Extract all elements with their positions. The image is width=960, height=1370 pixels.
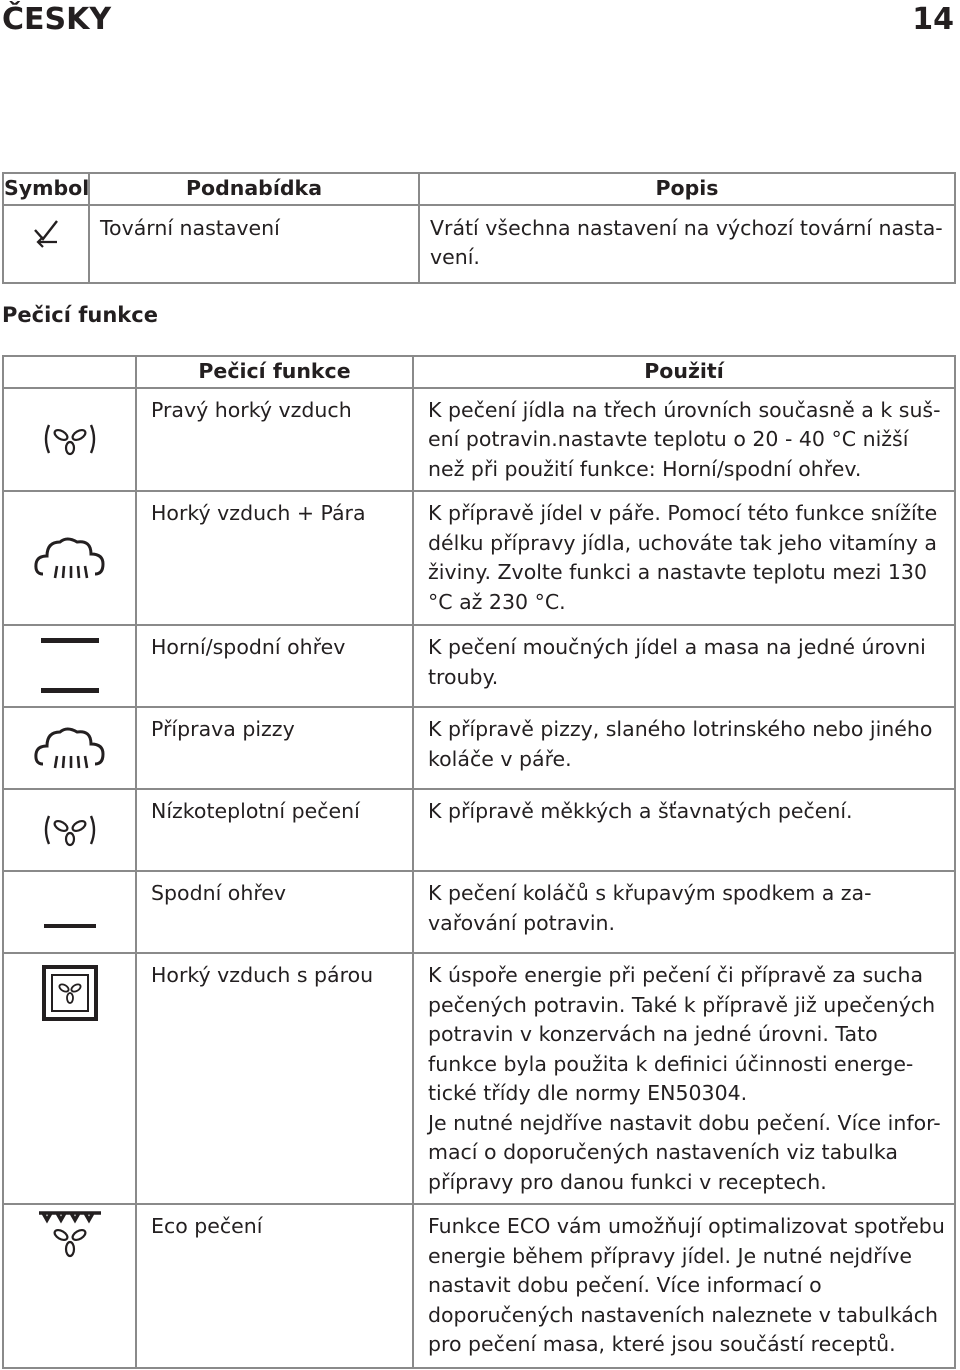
column-header-symbol: Symbol [3, 173, 89, 205]
baking-functions-table [2, 355, 956, 1369]
table-row [3, 789, 955, 871]
table-row [3, 1204, 955, 1368]
table-row [3, 491, 955, 625]
function-name-cell: Příprava pizzy [136, 707, 413, 789]
settings-table-header [3, 173, 955, 205]
true-fan-icon [41, 421, 99, 457]
function-name-cell: Pravý horký vzduch [136, 388, 413, 492]
symbol-cell [3, 205, 89, 283]
table-row [3, 388, 955, 492]
table-row [3, 953, 955, 1204]
function-name-cell: Eco pečení [136, 1204, 413, 1368]
description-cell: Vrátí všechna nastavení na výchozí tovární nasta-vení. [419, 205, 955, 283]
symbol-cell [3, 625, 136, 707]
symbol-cell [3, 871, 136, 953]
column-header-submenu: Podnabídka [89, 173, 419, 205]
factory-reset-icon [31, 218, 61, 248]
submenu-cell: Tovární nastavení [89, 205, 419, 283]
usage-note: Je nutné nejdříve nastavit dobu pečení. Více infor-mací o doporučených nastaveních viz tabulka přípravy pro danou funkci v receptech. [428, 1110, 941, 1194]
functions-table-header [3, 356, 955, 388]
symbol-cell [3, 388, 136, 492]
usage-text: K úspoře energie při pečení či přípravě za sucha pečených potravin. Také k přípravě již upečených potravin v konzervách na jedné úrovni. Tato funkce byla použita k definici účinnosti energe-tické třídy dle normy EN50304. [428, 963, 936, 1105]
settings-table [2, 172, 956, 284]
usage-cell: Funkce ECO vám umožňují optimalizovat spotřebu energie během přípravy jídel. Je nutné nejdříve nastavit dobu pečení. Více informací o doporučených nastaveních naleznete v tabulkách pro pečení masa, které jsou součástí receptů. [413, 1204, 955, 1368]
table-row [3, 707, 955, 789]
usage-cell [413, 953, 955, 1204]
column-header-icon [3, 356, 136, 388]
symbol-cell [3, 707, 136, 789]
function-name-cell: Nízkoteplotní pečení [136, 789, 413, 871]
column-header-function: Pečicí funkce [136, 356, 413, 388]
page-number: 14 [912, 2, 954, 37]
true-fan-icon [41, 812, 99, 848]
framed-fan-icon [41, 964, 99, 1022]
symbol-cell [3, 491, 136, 625]
function-name-cell: Horní/spodní ohřev [136, 625, 413, 707]
usage-cell: K přípravě jídel v páře. Pomocí této funkce snížíte délku přípravy jídla, uchováte tak jeho vitamíny a živiny. Zvolte funkci a nastavte teplotu mezi 130 °C až 230 °C. [413, 491, 955, 625]
usage-cell: K pečení moučných jídel a masa na jedné úrovni trouby. [413, 625, 955, 707]
header-language: ČESKY [2, 2, 112, 37]
column-header-description: Popis [419, 173, 955, 205]
steam-cloud-icon [33, 724, 107, 772]
usage-cell: K přípravě měkkých a šťavnatých pečení. [413, 789, 955, 871]
table-row [3, 205, 955, 283]
table-row [3, 871, 955, 953]
function-name-cell: Horký vzduch s párou [136, 953, 413, 1204]
table-row [3, 625, 955, 707]
top-bottom-heat-icon [40, 636, 100, 696]
section-title: Pečicí funkce [2, 303, 158, 327]
function-name-cell: Horký vzduch + Pára [136, 491, 413, 625]
symbol-cell [3, 1204, 136, 1368]
eco-fan-icon [35, 1209, 105, 1261]
steam-cloud-icon [33, 534, 107, 582]
symbol-cell [3, 789, 136, 871]
column-header-usage: Použití [413, 356, 955, 388]
bottom-heat-icon [43, 892, 97, 932]
usage-cell: K přípravě pizzy, slaného lotrinského nebo jiného koláče v páře. [413, 707, 955, 789]
function-name-cell: Spodní ohřev [136, 871, 413, 953]
symbol-cell [3, 953, 136, 1204]
usage-cell: K pečení jídla na třech úrovních současně a k suš-ení potravin.nastavte teplotu o 20 - 40 °C nižší než při použití funkce: Horní/spodní ohřev. [413, 388, 955, 492]
usage-cell: K pečení koláčů s křupavým spodkem a za-vařování potravin. [413, 871, 955, 953]
